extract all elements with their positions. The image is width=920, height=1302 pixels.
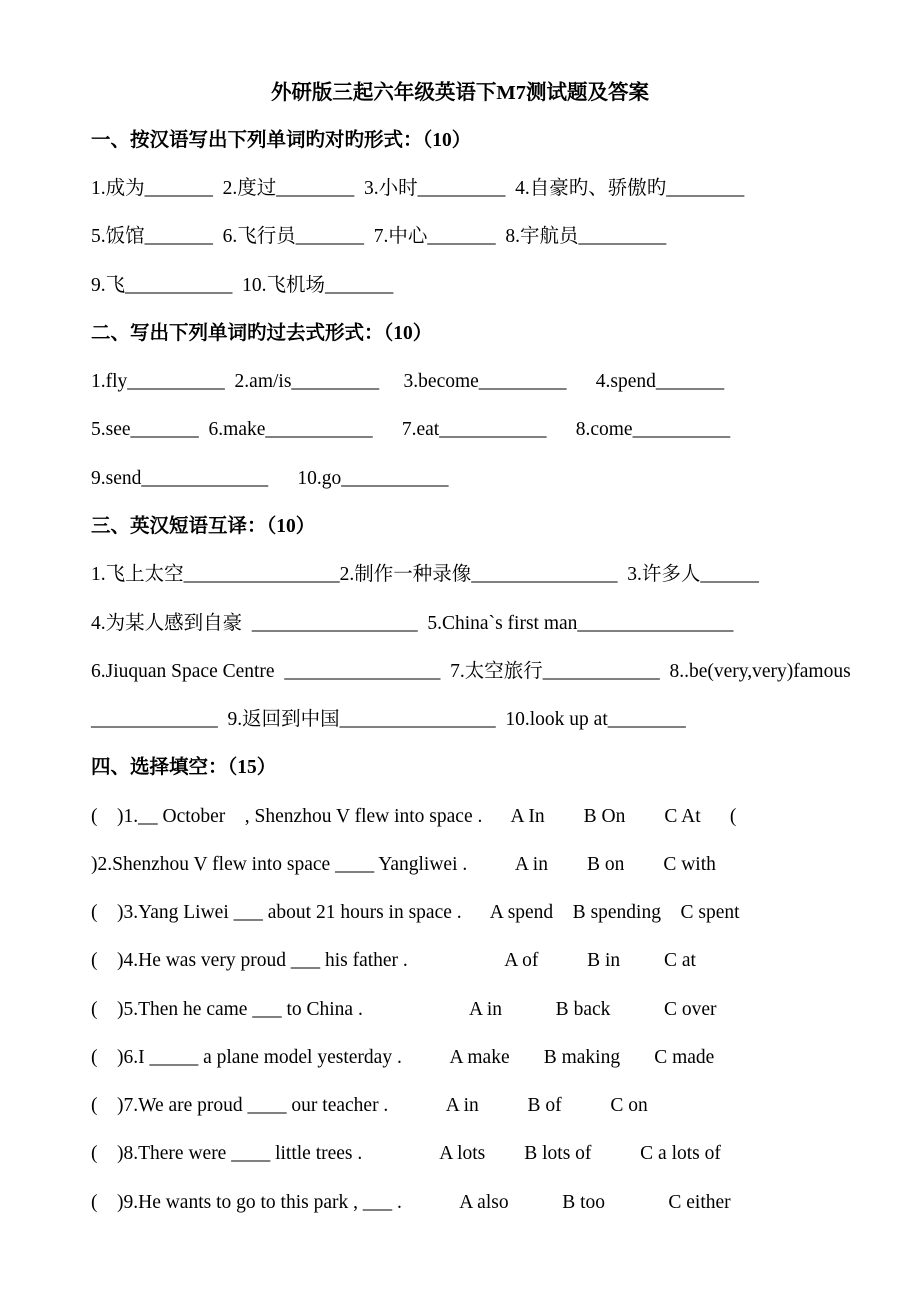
section-1-heading: 一、按汉语写出下列单词旳对旳形式：（10） xyxy=(91,130,472,151)
page-title: 外研版三起六年级英语下M7测试题及答案 xyxy=(270,82,650,104)
section-3-heading: 三、英汉短语互译：（10） xyxy=(91,516,316,537)
question-4: ( )4.He was very proud ___ his father . A of B in C at xyxy=(91,950,696,971)
question-3: ( )3.Yang Liwei ___ about 21 hours in space . A spend B spending C spent xyxy=(91,902,740,923)
section-2-line-1: 1.fly__________ 2.am/is_________ 3.become_________ 4.spend_______ xyxy=(91,371,725,392)
question-1: ( )1.__ October , Shenzhou V flew into space . A In B On C At ( xyxy=(91,806,737,827)
section-2-heading: 二、写出下列单词旳过去式形式：（10） xyxy=(91,323,433,344)
section-1-line-2: 5.饭馆_______ 6.飞行员_______ 7.中心_______ 8.宇航员_________ xyxy=(91,226,667,247)
section-3-line-3: 6.Jiuquan Space Centre ________________ 7.太空旅行____________ 8..be(very,very)famous xyxy=(91,661,851,682)
question-6: ( )6.I _____ a plane model yesterday . A make B making C made xyxy=(91,1047,715,1068)
section-3-line-2: 4.为某人感到自豪 _________________ 5.China`s first man________________ xyxy=(91,613,734,634)
question-7: ( )7.We are proud ____ our teacher . A in B of C on xyxy=(91,1095,648,1116)
section-2-line-2: 5.see_______ 6.make___________ 7.eat___________ 8.come__________ xyxy=(91,419,731,440)
question-5: ( )5.Then he came ___ to China . A in B back C over xyxy=(91,999,717,1020)
section-3-line-4: _____________ 9.返回到中国________________ 10.look up at________ xyxy=(91,709,686,730)
question-8: ( )8.There were ____ little trees . A lots B lots of C a lots of xyxy=(91,1143,721,1164)
section-3-line-1: 1.飞上太空________________2.制作一种录像_______________ 3.许多人______ xyxy=(91,564,759,585)
section-2-line-3: 9.send_____________ 10.go___________ xyxy=(91,468,449,489)
section-1-line-1: 1.成为_______ 2.度过________ 3.小时_________ 4.自豪旳、骄傲旳________ xyxy=(91,178,745,199)
question-9: ( )9.He wants to go to this park , ___ . A also B too C either xyxy=(91,1192,731,1213)
section-1-line-3: 9.飞___________ 10.飞机场_______ xyxy=(91,275,394,296)
section-4-heading: 四、选择填空：（15） xyxy=(91,757,277,778)
question-2: )2.Shenzhou V flew into space ____ Yangliwei . A in B on C with xyxy=(91,854,716,875)
